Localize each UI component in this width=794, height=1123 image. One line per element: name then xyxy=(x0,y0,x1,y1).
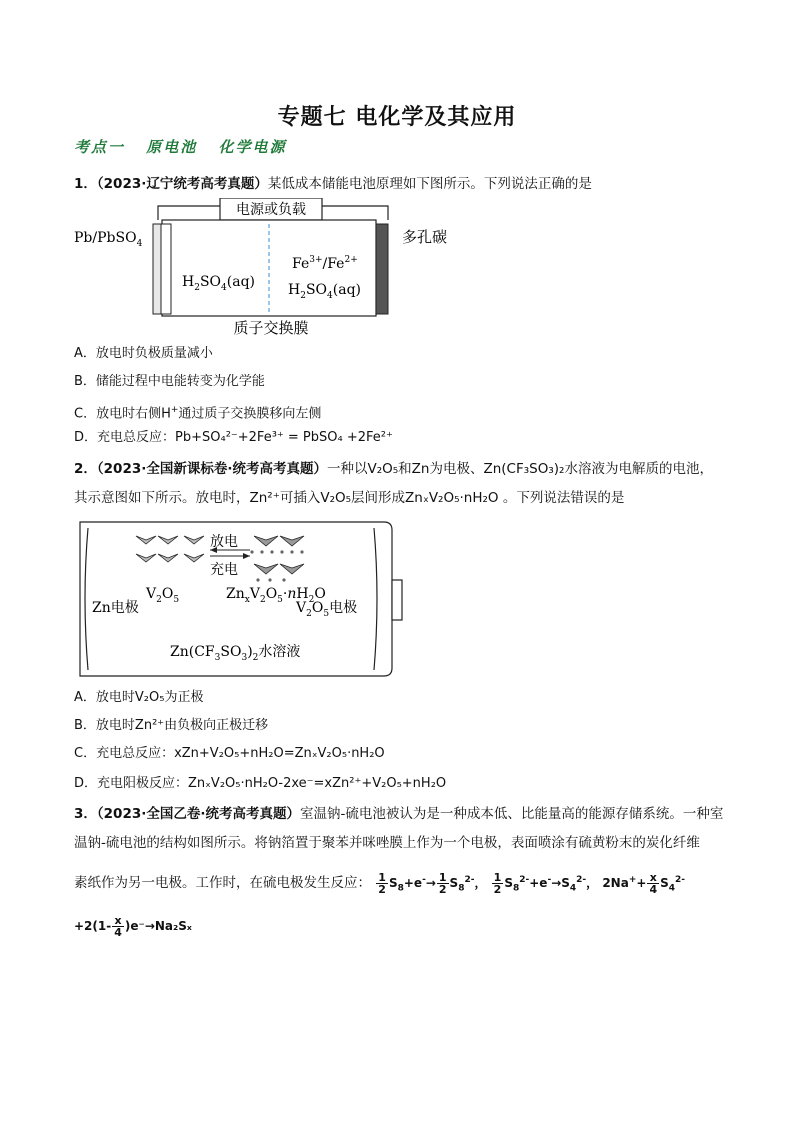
q2-option-c[interactable]: C．充电总反应：xZn+V₂O₅+nH₂O=ZnₓV₂O₅·nH₂O xyxy=(74,746,385,761)
question-3-line2: 温钠-硫电池的结构如图所示。将钠箔置于聚苯并咪唑膜上作为一个电极，表面喷涂有硫黄粉末的炭化纤维 xyxy=(74,835,700,851)
sulfur-reactions: $\frac{1}{2}$ $S_8+e^-\to$ $\frac{1}{2}$ $S_8^{2-}$， $\frac{1}{2}$ $S_8^{2-}+e^-\to S_4^{2-}$， 2Na++ $\frac{x}{4}$ $S_4^{2-}$ xyxy=(378,871,686,896)
discharge-label: 放电 xyxy=(210,534,238,550)
section-heading: 考点一 原电池 化学电源 xyxy=(74,138,287,156)
q1-option-c[interactable]: C．放电时右侧H+通过质子交换膜移向左侧 xyxy=(74,405,322,422)
q1-option-b[interactable]: B．储能过程中电能转变为化学能 xyxy=(74,374,265,389)
electrolyte-label: $Zn(CF_3SO_3)_2$水溶液 xyxy=(170,644,301,663)
battery-diagram-2 xyxy=(74,518,410,680)
right-solution-label-2: $H_2SO_4(aq)$ xyxy=(288,282,361,301)
right-solution-label-1: $Fe^{3+}/Fe^{2+}$ xyxy=(292,255,358,272)
power-source-label: 电源或负载 xyxy=(236,202,306,218)
question-1-stem: 1．（2023·辽宁统考高考真题）某低成本储能电池原理如下图所示。下列说法正确的是 xyxy=(74,176,592,192)
question-3-line4: +2(1- $\frac{x}{4}$ )e⁻→Na₂Sₓ xyxy=(74,914,192,939)
zn-electrode-label: Zn电极 xyxy=(92,600,139,616)
battery-diagram-1 xyxy=(70,198,490,340)
left-electrode-label: Pb/PbSO$_4$ xyxy=(74,230,143,249)
page-title: 专题七 电化学及其应用 xyxy=(277,105,517,130)
right-electrode-label: 多孔碳 xyxy=(402,228,448,246)
left-solution-label: $H_2SO_4(aq)$ xyxy=(182,274,255,293)
v2o5-electrode-label: $V_2O_5$电极 xyxy=(296,600,358,619)
charge-label: 充电 xyxy=(210,562,238,578)
q1-option-a[interactable]: A．放电时负极质量减小 xyxy=(74,346,213,361)
membrane-label: 质子交换膜 xyxy=(233,319,309,337)
znx-label: $Zn_xV_2O_5\cdot nH_2O$ xyxy=(226,586,326,605)
q1-option-d[interactable]: D．充电总反应：Pb+SO₄²⁻+2Fe³⁺ = PbSO₄ +2Fe²⁺ xyxy=(74,430,393,445)
q2-option-b[interactable]: B．放电时Zn²⁺由负极向正极迁移 xyxy=(74,718,269,733)
q2-option-d[interactable]: D．充电阳极反应：ZnₓV₂O₅·nH₂O-2xe⁻=xZn²⁺+V₂O₅+nH₂O xyxy=(74,776,447,791)
q2-option-a[interactable]: A．放电时V₂O₅为正极 xyxy=(74,690,204,705)
question-3-line1: 3．（2023·全国乙卷·统考高考真题）室温钠-硫电池被认为是一种成本低、比能量高的能源存储系统。一种室 xyxy=(74,806,724,822)
question-2-stem-line1: 2．（2023·全国新课标卷·统考高考真题）一种以V₂O₅和Zn为电极、Zn(CF₃SO₃)₂水溶液为电解质的电池， xyxy=(74,461,713,477)
v2o5-label: $V_2O_5$ xyxy=(146,586,180,605)
question-2-stem-line2: 其示意图如下所示。放电时，Zn²⁺可插入V₂O₅层间形成ZnₓV₂O₅·nH₂O 。下列说法错误的是 xyxy=(74,490,625,506)
question-3-line3: 素纸作为另一电极。工作时，在硫电极发生反应： $\frac{1}{2}$ $S_8+e^-\to$ $\frac{1}{2}$ $S_8^{2-}$， $\frac{1}{2}$ $S_8^{2-}+e^-\to S_4^{2-}$， 2Na++ $\frac{x}{4}$ $S_4^{2-}$ xyxy=(74,871,686,896)
